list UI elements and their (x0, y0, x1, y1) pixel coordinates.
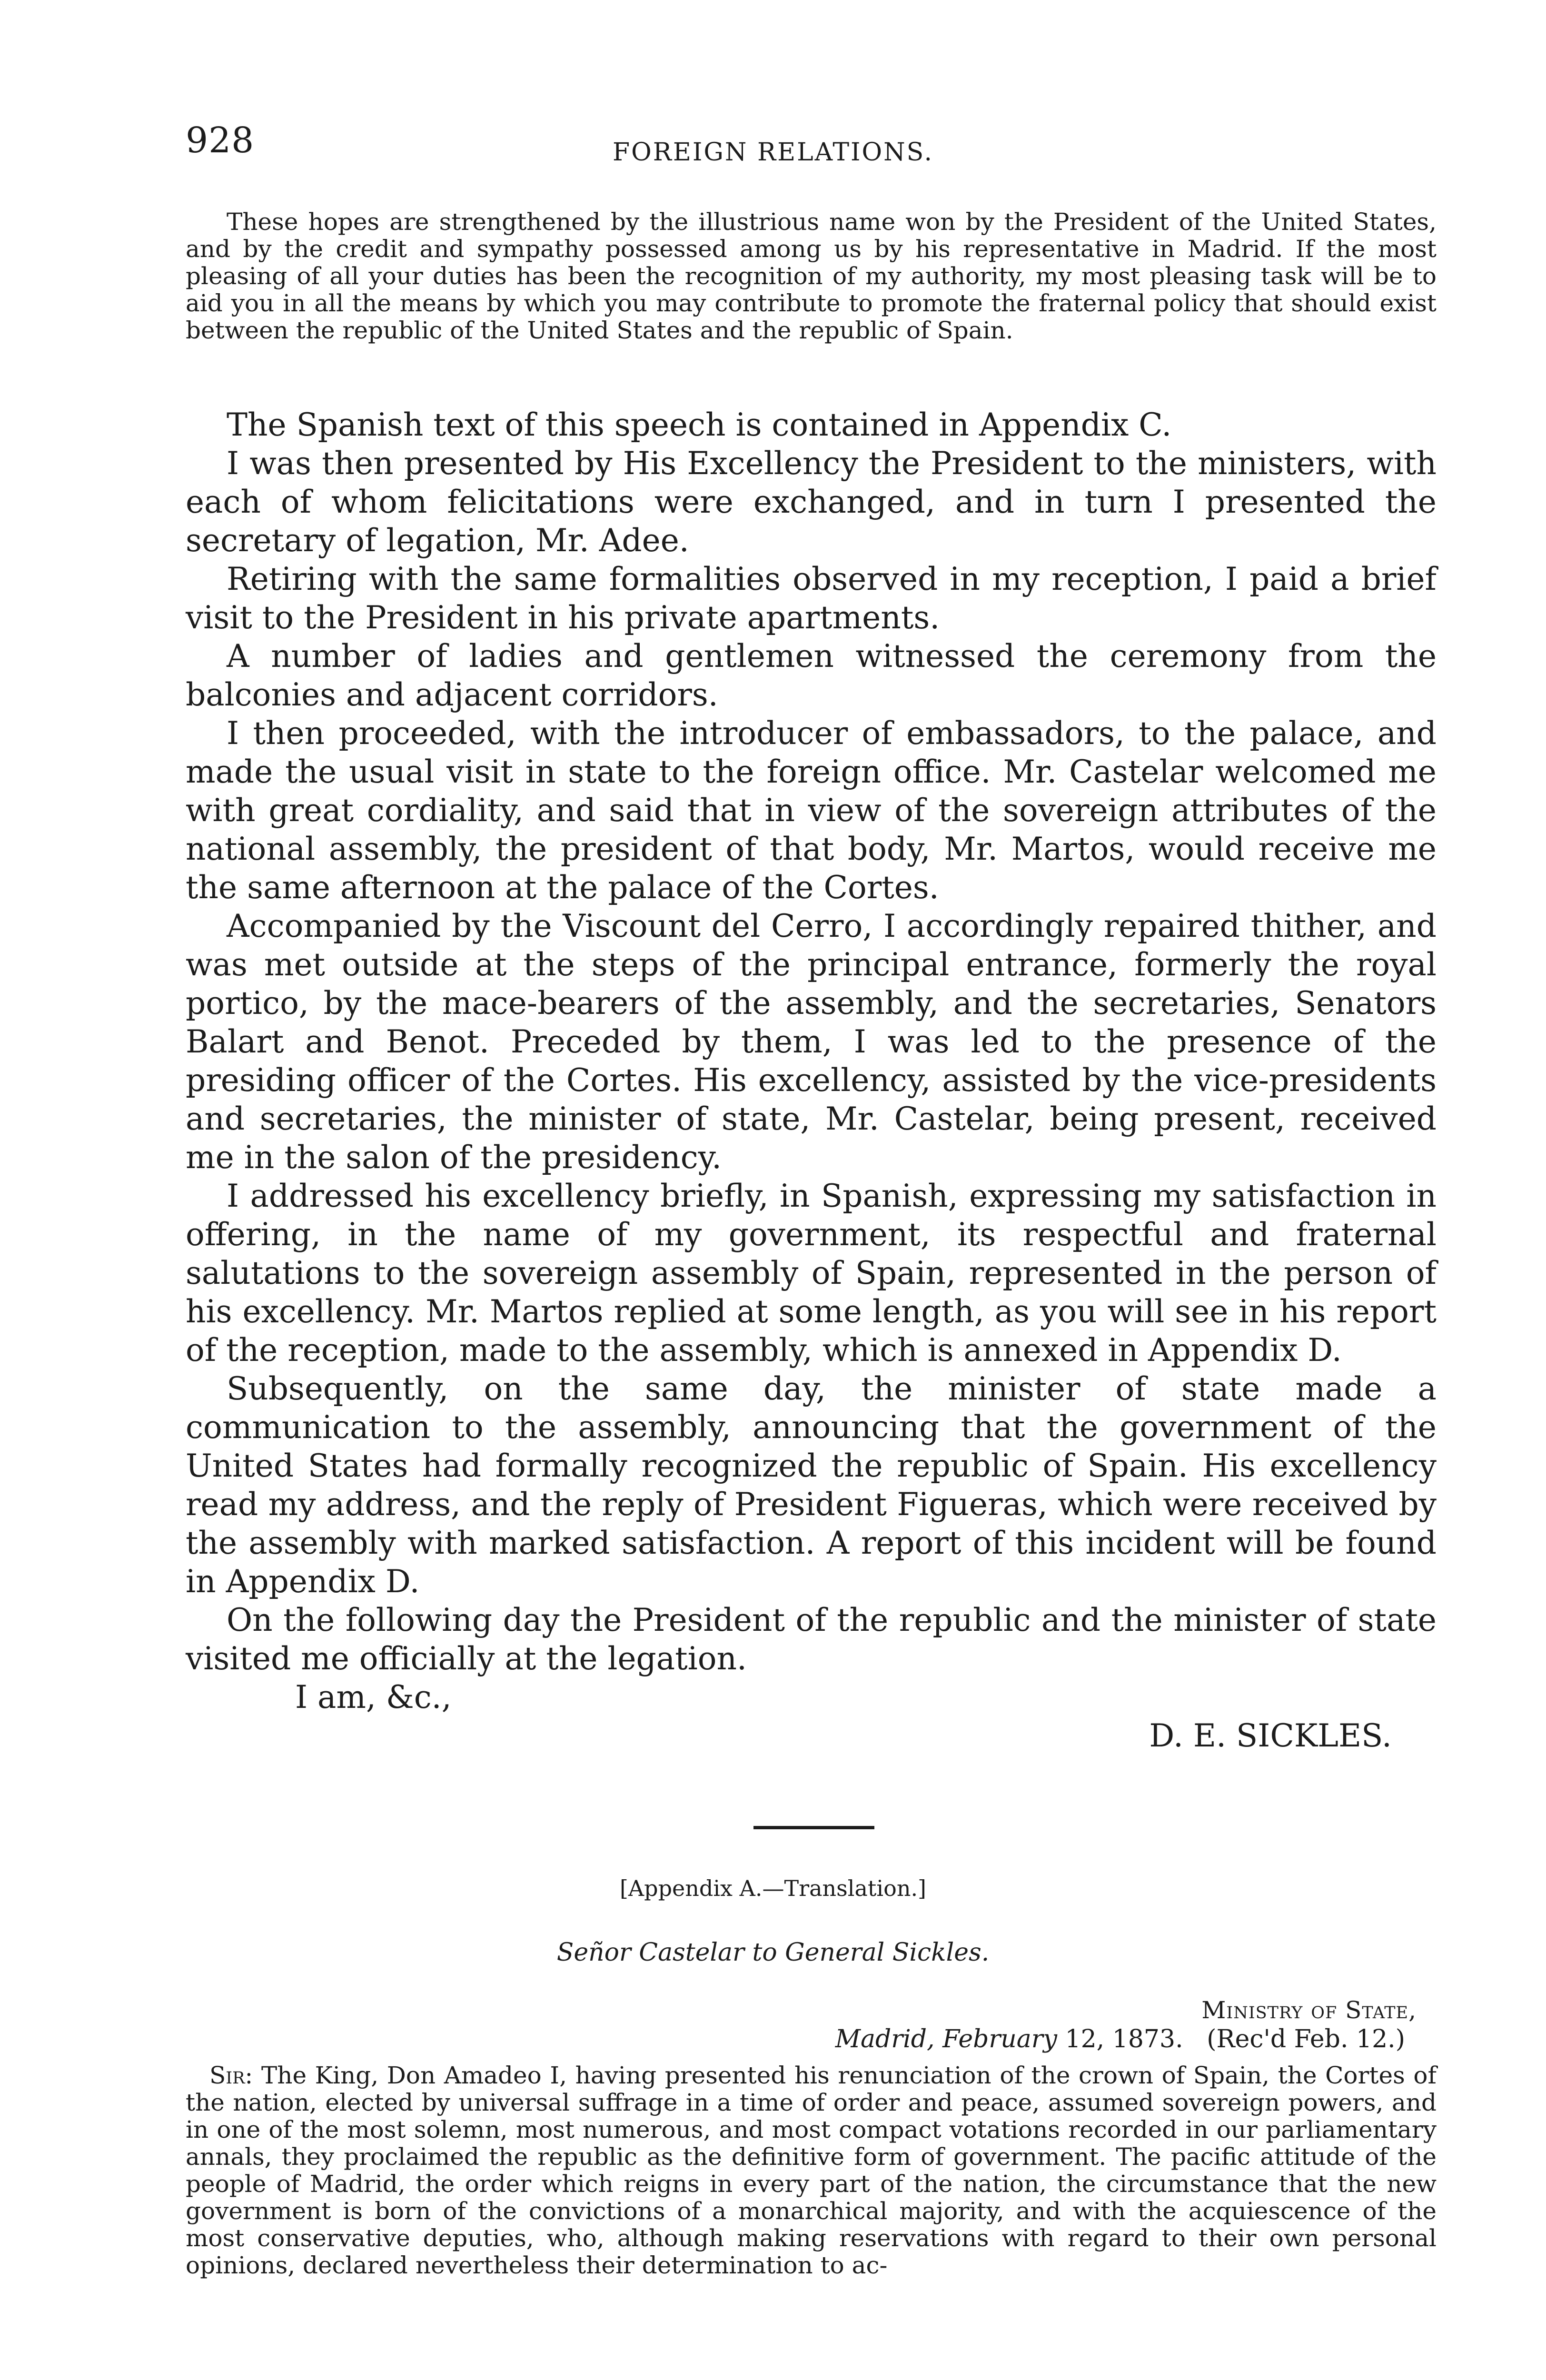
quote-text: These hopes are strengthened by the illustrious name won by the President of the United States, and by the credit and sympathy possessed among us by his representative in Madrid. If the most pleasing of all your duties has been the recognition of my authority, my most pleasing task will be to aid you in all the means by which you may contribute to promote the fraternal policy that should exist between the republic of the United States and the republic of Spain. (186, 208, 1437, 344)
salutation: Sir: (209, 2062, 253, 2089)
paragraph: Subsequently, on the same day, the minister of state made a communication to the assembly, announcing that the government of the United States had formally recognized the republic of Spain. His excellency read my address, and the reply of President Figueras, which were received by the assembly with marked satisfaction. A report of this incident will be found in Appendix D. (186, 1370, 1437, 1600)
closing-line: I am, &c., (295, 1679, 452, 1716)
paragraph: I addressed his excellency briefly, in Spanish, expressing my satisfaction in offering, in the name of my government, its respectful and fraternal salutations to the sovereign assembly of Spain, represented in the person of his excellency. Mr. Martos replied at some length, as you will see in his report of the reception, made to the assembly, which is annexed in Appendix D. (186, 1178, 1437, 1368)
date-day-year: 12, 1873. (1057, 2025, 1183, 2053)
dateline (835, 2025, 1405, 2053)
letter-title: Señor Castelar to General Sickles. (556, 1938, 990, 1967)
received-note: (Rec'd Feb. 12.) (1207, 2025, 1405, 2053)
paragraph: I was then presented by His Excellency the President to the ministers, with each of whom felicitations were exchanged, and in turn I presented the secretary of legation, Mr. Adee. (186, 445, 1437, 559)
paragraph: I then proceeded, with the introducer of embassadors, to the palace, and made the usual visit in state to the foreign office. Mr. Castelar welcomed me with great cordiality, and said that in view of the sovereign attributes of the national assembly, the president of that body, Mr. Martos, would receive me the same afternoon at the palace of the Cortes. (186, 715, 1437, 906)
paragraph: The Spanish text of this speech is contained in Appendix C. (227, 407, 1172, 443)
letter-body (186, 2062, 1437, 2279)
page-number: 928 (186, 120, 255, 161)
paragraph: Accompanied by the Viscount del Cerro, I accordingly repaired thither, and was met outside at the steps of the principal entrance, formerly the royal portico, by the mace-bearers of the assembly, and the secretaries, Senators Balart and Benot. Preceded by them, I was led to the presence of the presiding officer of the Cortes. His excellency, assisted by the vice-presidents and secretaries, the minister of state, Mr. Castelar, being present, received me in the salon of the presidency. (186, 908, 1437, 1176)
paragraph: On the following day the President of the republic and the minister of state visited me officially at the legation. (186, 1602, 1437, 1677)
running-title: FOREIGN RELATIONS. (613, 138, 933, 167)
letter-text: The King, Don Amadeo I, having presented his renunciation of the crown of Spain, the Cortes of the nation, elected by universal suffrage in a time of order and peace, assumed sovereign powers, and in one of the most solemn, most numerous, and most compact votations recorded in our parliamentary annals, they proclaimed the republic as the definitive form of government. The pacific attitude of the people of Madrid, the order which reigns in every part of the nation, the circumstance that the new government is born of the convictions of a monarchical majority, and with the acquiescence of the most conservative deputies, who, although making reservations with regard to their own personal opinions, declared nevertheless their determination to ac- (186, 2062, 1437, 2279)
dispatch-body (186, 406, 1437, 1755)
signature: D. E. SICKLES. (1149, 1717, 1392, 1754)
letter-paragraph (186, 2062, 1437, 2279)
appendix-heading: [Appendix A.—Translation.] (619, 1875, 927, 1901)
paragraph: A number of ladies and gentlemen witnessed the ceremony from the balconies and adjacent corridors. (186, 638, 1437, 713)
paragraph: Retiring with the same formalities observed in my reception, I paid a brief visit to the President in his private apartments. (186, 561, 1437, 636)
quoted-speech-paragraph (186, 208, 1437, 344)
ministry-line: Ministry of State, (1201, 1996, 1417, 2024)
section-divider (753, 1826, 874, 1829)
date-place: Madrid, February (835, 2025, 1057, 2053)
